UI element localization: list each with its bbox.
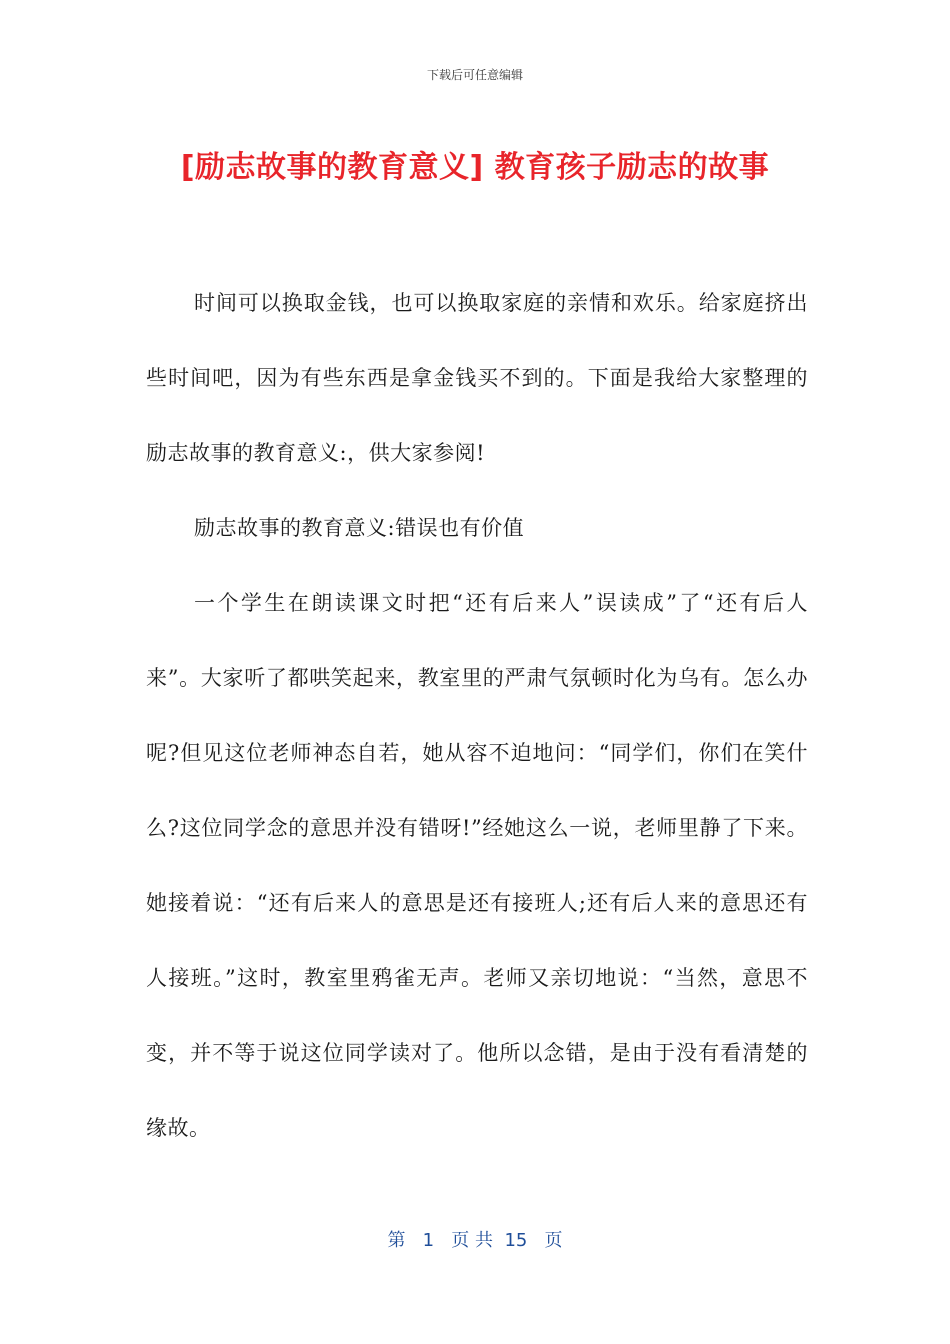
paragraph-story: 一个学生在朗读课文时把“还有后来人”误读成”了“还有后人来”。大家听了都哄笑起来，教室里的严肃气氛顿时化为乌有。怎么办呢?但见这位老师神态自若，她从容不迫地问：“同学们，你们在笑什么?这位同学念的意思并没有错呀!”经她这么一说，老师里静了下来。她接着说：“还有后来人的意思是还有接班人;还有后人来的意思还有人接班。”这时，教室里鸦雀无声。老师又亲切地说：“当然，意思不变，并不等于说这位同学读对了。他所以念错，是由于没有看清楚的缘故。	[146, 591, 808, 1140]
footer-total-pages: 15	[504, 1230, 528, 1251]
document-title: [励志故事的教育意义] 教育孩子励志的故事	[180, 150, 770, 185]
document-body	[146, 266, 808, 1166]
page-number-footer	[0, 1226, 950, 1252]
footer-current-page: 1	[422, 1230, 435, 1251]
paragraph-intro: 时间可以换取金钱，也可以换取家庭的亲情和欢乐。给家庭挤出些时间吧，因为有些东西是拿金钱买不到的。下面是我给大家整理的励志故事的教育意义:，供大家参阅!	[146, 291, 808, 465]
footer-middle: 页 共	[451, 1230, 493, 1251]
footer-prefix: 第	[387, 1230, 406, 1251]
paragraph-section-heading: 励志故事的教育意义:错误也有价值	[194, 516, 525, 540]
header-note: 下载后可任意编辑	[426, 68, 523, 82]
footer-suffix: 页	[544, 1230, 563, 1251]
